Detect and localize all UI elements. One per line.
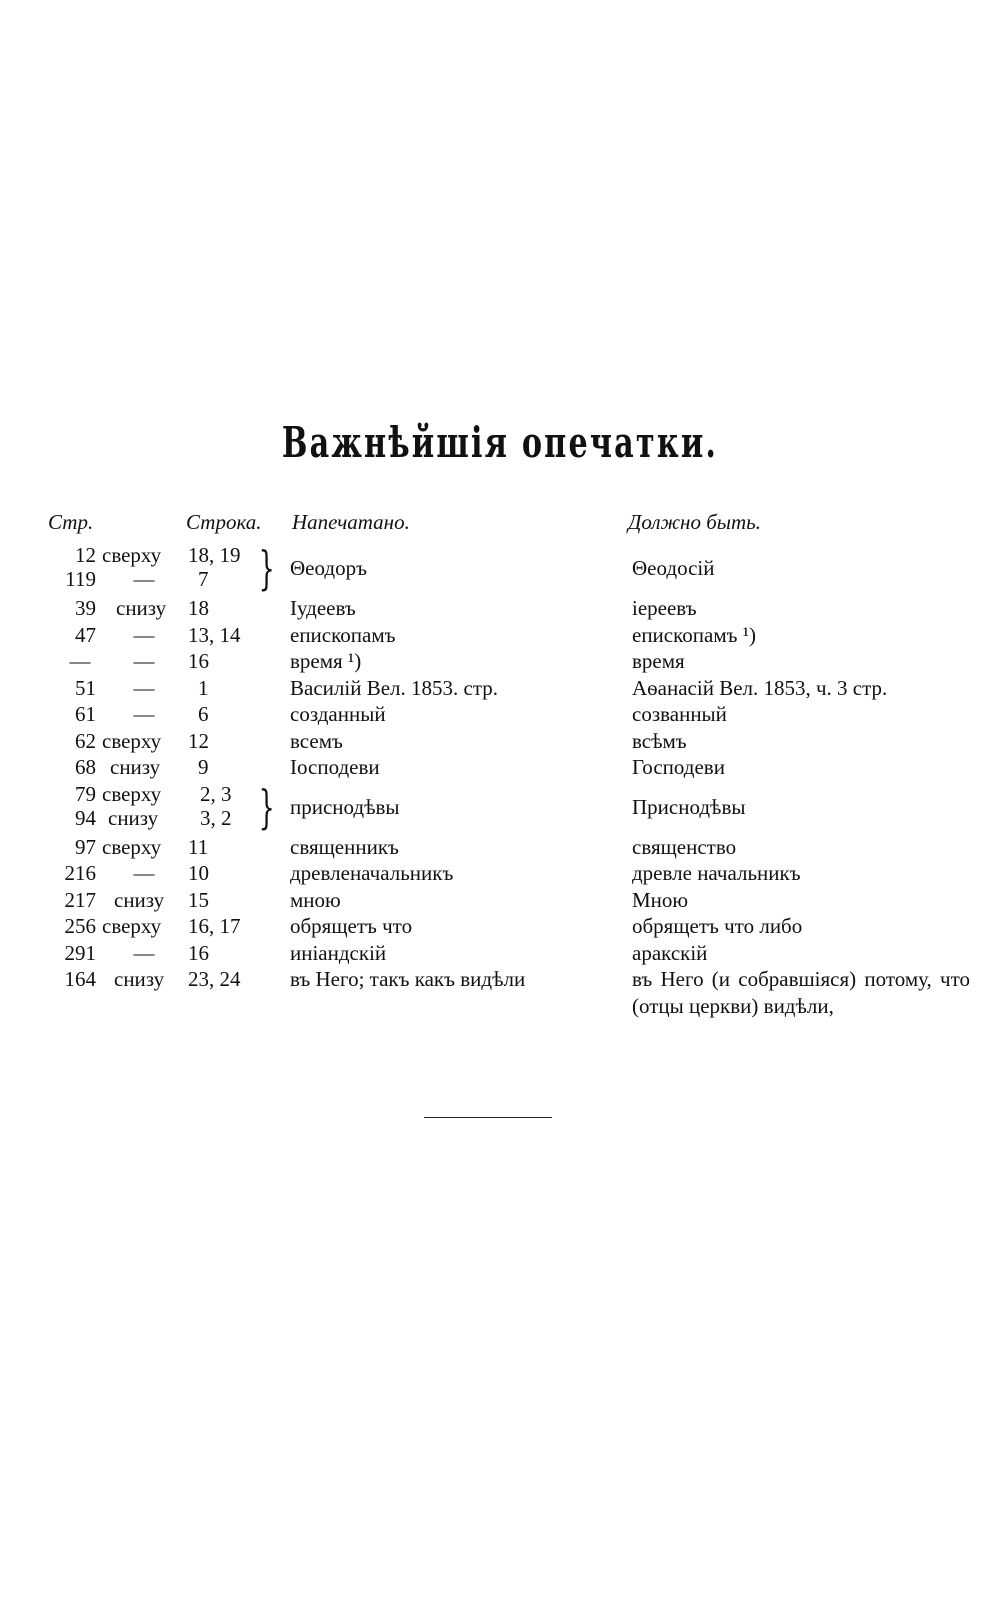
page-number: 61: [75, 702, 96, 726]
printed-text: Іосподеви: [290, 755, 380, 779]
page-number: 256: [64, 914, 96, 938]
page-number: 39: [75, 596, 96, 620]
line-number: 10: [188, 861, 209, 885]
page-number: 51: [75, 675, 96, 700]
printed-text: мною: [290, 887, 341, 912]
brace-glyph: }: [258, 779, 275, 834]
errata-row: [40, 542, 970, 595]
line-number: 16: [188, 649, 209, 673]
line-number: 12: [188, 728, 209, 753]
errata-row: [40, 754, 970, 781]
page-number: 68: [75, 755, 96, 779]
errata-row: [40, 781, 970, 834]
printed-text: древленачальникъ: [290, 861, 454, 885]
page-number: 119: [65, 567, 96, 591]
position: —: [133, 861, 155, 885]
errata-row: [40, 701, 970, 728]
correct-text: священство: [632, 834, 737, 859]
line-number: 9: [198, 755, 209, 779]
correct-text: іереевъ: [632, 596, 697, 620]
page-number: 79: [75, 781, 96, 806]
header-printed: Напечатано.: [292, 510, 410, 534]
position: сверху: [102, 914, 162, 938]
errata-row: [40, 887, 970, 914]
page-number: 291: [64, 940, 96, 965]
position: снизу: [116, 596, 167, 620]
brace-glyph: }: [258, 541, 275, 595]
correct-text: Приснодѣвы: [632, 794, 746, 819]
printed-text: приснодѣвы: [290, 794, 400, 819]
header-line: Строка.: [186, 510, 262, 534]
position: сверху: [102, 834, 162, 859]
position: —: [133, 702, 155, 726]
printed-text: время ¹): [290, 649, 362, 673]
closing-rule: [424, 1117, 552, 1118]
errata-row: [40, 834, 970, 861]
position: снизу: [110, 755, 161, 779]
line-number: 11: [188, 834, 209, 859]
correct-text: аракскій: [632, 940, 708, 965]
correct-text: обрящетъ что либо: [632, 914, 803, 938]
errata-row: [40, 622, 970, 649]
errata-row: [40, 860, 970, 887]
printed-text: Іудеевъ: [290, 596, 356, 620]
page-number: 164: [64, 967, 96, 991]
line-number: 6: [198, 702, 209, 726]
printed-text: епископамъ: [290, 622, 396, 647]
line-number: 18, 19: [188, 543, 241, 567]
position: сверху: [102, 781, 162, 806]
errata-row: [40, 648, 970, 675]
position: сверху: [102, 728, 162, 753]
errata-row: [40, 913, 970, 940]
page-number: —: [69, 649, 91, 673]
errata-row: [40, 728, 970, 755]
line-number: 23, 24: [188, 967, 241, 991]
line-number: 18: [188, 596, 209, 620]
line-number: 15: [188, 887, 209, 912]
printed-text: всемъ: [290, 728, 343, 753]
correct-text: Мною: [632, 887, 689, 912]
printed-text: обрящетъ что: [290, 914, 413, 938]
line-number: 13, 14: [188, 622, 241, 647]
correct-text: въ Него (и собравшіяся) потому, что (отцы церкви) видѣли,: [632, 967, 970, 1018]
errata-row: [40, 966, 970, 1046]
page-number: 97: [75, 834, 96, 859]
printed-text: созданный: [290, 702, 386, 726]
position: снизу: [108, 805, 159, 830]
page-number: 12: [75, 543, 96, 567]
printed-text: въ Него; такъ какъ видѣли: [290, 967, 526, 991]
correct-text: всѣмъ: [632, 728, 687, 753]
page-number: 62: [75, 728, 96, 753]
line-number: 7: [198, 567, 209, 591]
position: —: [133, 940, 155, 965]
position: —: [133, 622, 155, 647]
errata-row: [40, 940, 970, 967]
correct-text: епископамъ ¹): [632, 622, 757, 647]
line-number: 1: [198, 675, 209, 700]
line-number: 16: [188, 940, 209, 965]
page-number: 94: [75, 805, 96, 830]
line-number: 16, 17: [188, 914, 241, 938]
page-number: 47: [75, 622, 96, 647]
correct-text: Господеви: [632, 755, 725, 779]
errata-table: [40, 504, 970, 1046]
position: —: [133, 567, 155, 591]
position: сверху: [102, 543, 162, 567]
header-page: Стр.: [48, 510, 94, 534]
position: снизу: [114, 887, 165, 912]
position: —: [133, 675, 155, 700]
page-number: 216: [64, 861, 96, 885]
errata-row: [40, 675, 970, 702]
correct-text: время: [632, 649, 685, 673]
line-number: 3, 2: [200, 805, 232, 830]
line-number: 2, 3: [200, 781, 232, 806]
correct-text: созванный: [632, 702, 727, 726]
correct-text: Аѳанасій Вел. 1853, ч. 3 стр.: [632, 675, 888, 700]
printed-text: священникъ: [290, 834, 399, 859]
printed-text: иніандскій: [290, 940, 387, 965]
position: —: [133, 649, 155, 673]
errata-header: [40, 504, 970, 542]
correct-text: древле начальникъ: [632, 861, 801, 885]
printed-text: Василій Вел. 1853. стр.: [290, 675, 499, 700]
page-number: 217: [64, 887, 96, 912]
errata-row: [40, 595, 970, 622]
printed-text: Θеодоръ: [290, 556, 367, 580]
correct-text: Θеодосій: [632, 556, 715, 580]
position: снизу: [114, 967, 165, 991]
page-title: Важнѣйшія опечатки.: [281, 418, 719, 467]
header-correct: Должно быть.: [628, 510, 761, 534]
